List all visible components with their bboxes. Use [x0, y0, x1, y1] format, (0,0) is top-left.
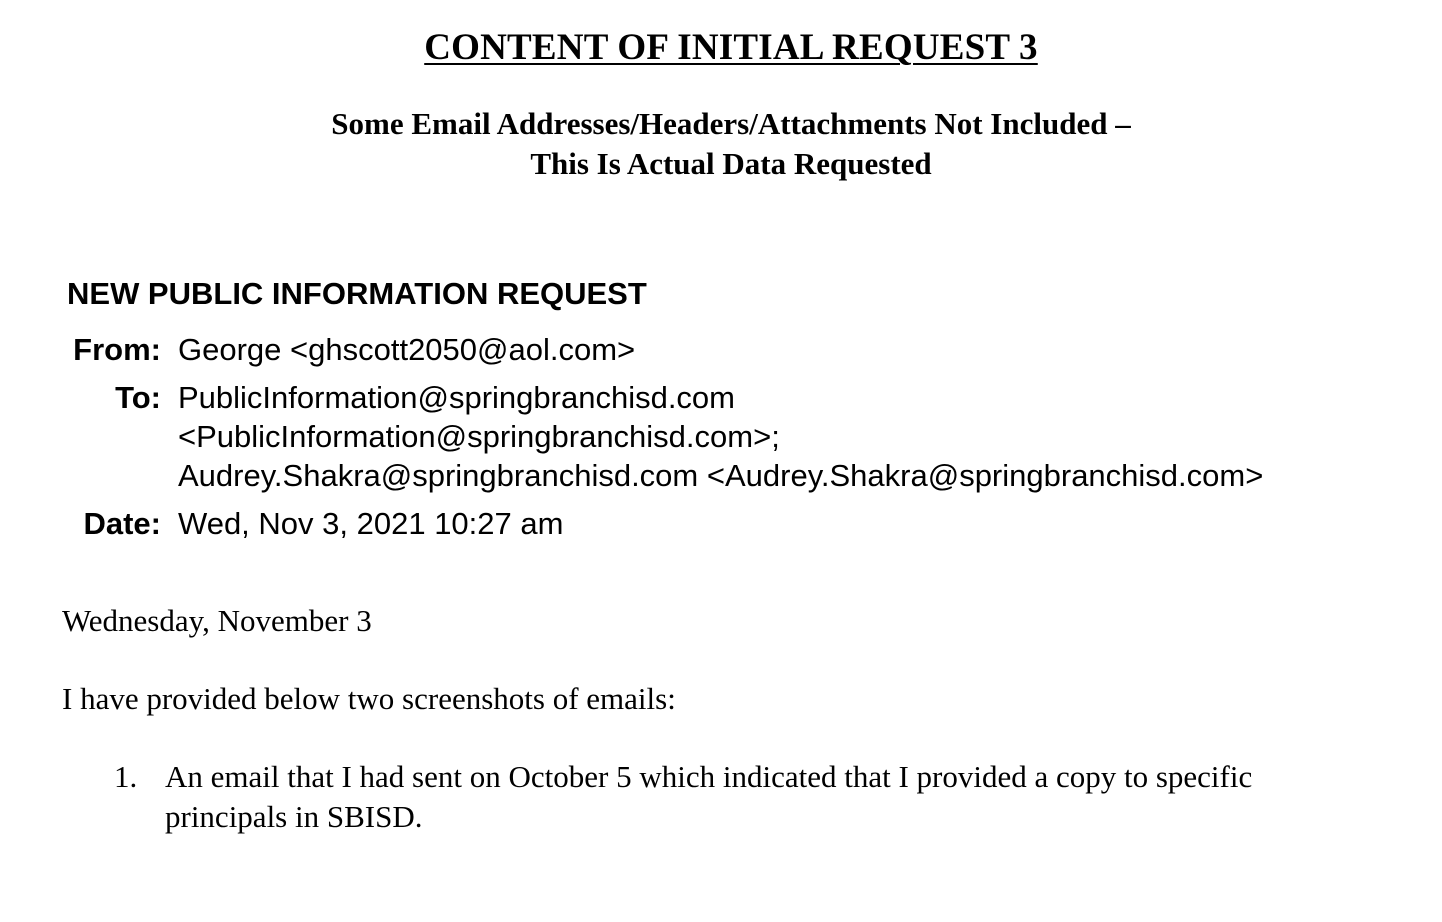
list-item-line-2: principals in SBISD.	[165, 799, 423, 834]
to-value-line-3: Audrey.Shakra@springbranchisd.com <Audrey.Shakra@springbranchisd.com>	[178, 458, 1264, 493]
date-value: Wed, Nov 3, 2021 10:27 am	[178, 506, 564, 541]
to-label: To:	[115, 380, 161, 415]
list-item-number: 1.	[114, 759, 138, 794]
document-subtitle-line-2: This Is Actual Data Requested	[530, 146, 932, 181]
from-value: George <ghscott2050@aol.com>	[178, 332, 636, 367]
email-heading: NEW PUBLIC INFORMATION REQUEST	[67, 276, 647, 311]
body-date-line: Wednesday, November 3	[62, 603, 372, 638]
document-subtitle-line-1: Some Email Addresses/Headers/Attachments Not Included –	[331, 106, 1131, 141]
document-title: CONTENT OF INITIAL REQUEST 3	[424, 27, 1038, 68]
to-value-line-2: <PublicInformation@springbranchisd.com>;	[178, 419, 780, 454]
to-value-line-1: PublicInformation@springbranchisd.com	[178, 380, 736, 415]
date-label: Date:	[83, 506, 161, 541]
from-label: From:	[73, 332, 161, 367]
list-item-line-1: An email that I had sent on October 5 which indicated that I provided a copy to specific	[165, 759, 1253, 794]
body-intro: I have provided below two screenshots of emails:	[62, 681, 676, 716]
